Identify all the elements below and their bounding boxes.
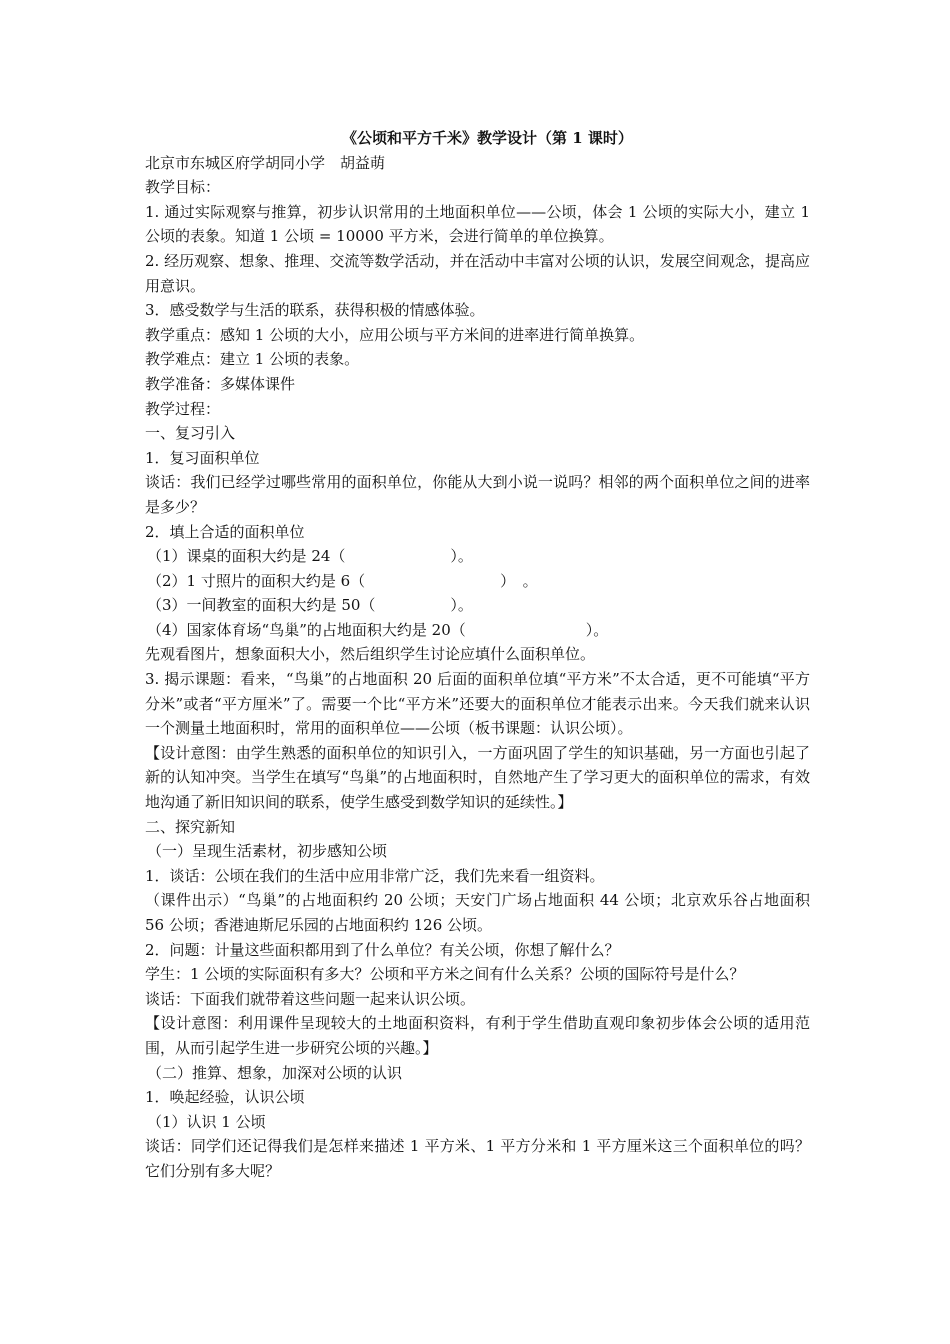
paragraph: 1．谈话：公顷在我们的生活中应用非常广泛，我们先来看一组资料。	[145, 866, 605, 885]
paragraph: 学生：1 公顷的实际面积有多大？公顷和平方米之间有什么关系？公顷的国际符号是什么？	[145, 965, 745, 984]
section-heading: 教学过程：	[145, 399, 221, 418]
paragraph: （课件出示）“鸟巢”的占地面积约 20 公顷；天安门广场占地面积 44 公顷；北京欢乐谷占地面积 56 公顷；香港迪斯尼乐园的占地面积约 126 公顷。	[145, 891, 815, 934]
exercise-item: （2）1 寸照片的面积大约是 6（ ） 。	[147, 571, 538, 590]
design-intent-note: 【设计意图：由学生熟悉的面积单位的知识引入，一方面巩固了学生的知识基础，另一方面也引起了新的认知冲突。当学生在填写“鸟巢”的占地面积时，自然地产生了学习更大的面积单位的需求，有效地沟通了新旧知识间的联系，使学生感受到数学知识的延续性。】	[145, 743, 810, 812]
paragraph: 先观看图片，想象面积大小，然后组织学生讨论应填什么面积单位。	[145, 645, 596, 664]
paragraph: （1）认识 1 公顷	[147, 1112, 266, 1131]
paragraph: 1．唤起经验，认识公顷	[145, 1088, 305, 1107]
paragraph: 教学重点：感知 1 公顷的大小，应用公顷与平方米间的进率进行简单换算。	[145, 325, 645, 344]
paragraph: 2．问题：计量这些面积都用到了什么单位？有关公顷，你想了解什么？	[145, 940, 620, 959]
paragraph: 3. 揭示课题：看来，“鸟巢”的占地面积 20 后面的面积单位填“平方米”不太合适，更不可能填“平方分米”或者“平方厘米”了。需要一个比“平方米”还要大的面积单位才能表示出来。今天我们就来认识一个测量土地面积时，常用的面积单位——公顷（板书课题：认识公顷）。	[145, 670, 810, 738]
section-heading: 教学目标：	[145, 178, 221, 197]
paragraph: 谈话：同学们还记得我们是怎样来描述 1 平方米、1 平方分米和 1 平方厘米这三个面积单位的吗？它们分别有多大呢？	[145, 1137, 810, 1180]
paragraph: 谈话：下面我们就带着这些问题一起来认识公顷。	[145, 989, 476, 1008]
exercise-item: （3）一间教室的面积大约是 50（ ）。	[147, 596, 473, 615]
document-title: 《公顷和平方千米》教学设计（第 1 课时）	[342, 129, 633, 147]
paragraph: 2．填上合适的面积单位	[145, 522, 305, 541]
section-heading: 二、探究新知	[145, 817, 236, 836]
document-page	[145, 126, 815, 1184]
exercise-item: （1）课桌的面积大约是 24（ ）。	[147, 547, 473, 566]
paragraph: 教学难点：建立 1 公顷的表象。	[145, 350, 360, 369]
paragraph: 1．复习面积单位	[145, 448, 260, 467]
section-heading: 一、复习引入	[145, 424, 236, 443]
paragraph: 2. 经历观察、想象、推理、交流等数学活动，并在活动中丰富对公顷的认识，发展空间观念，提高应用意识。	[145, 251, 810, 295]
paragraph: 1. 通过实际观察与推算，初步认识常用的土地面积单位——公顷，体会 1 公顷的实际大小，建立 1 公顷的表象。知道 1 公顷 = 10000 平方米，会进行简单的单位换算。	[145, 202, 815, 246]
design-intent-note: 【设计意图：利用课件呈现较大的土地面积资料，有利于学生借助直观印象初步体会公顷的适用范围，从而引起学生进一步研究公顷的兴趣。】	[145, 1014, 810, 1057]
document-body	[145, 151, 815, 1184]
paragraph: 3．感受数学与生活的联系，获得积极的情感体验。	[145, 301, 485, 320]
paragraph: 教学准备：多媒体课件	[145, 374, 296, 393]
subsection-heading: （一）呈现生活素材，初步感知公顷	[147, 842, 388, 861]
exercise-item: （4）国家体育场“鸟巢”的占地面积大约是 20（ ）。	[147, 620, 609, 639]
paragraph: 谈话：我们已经学过哪些常用的面积单位，你能从大到小说一说吗？相邻的两个面积单位之间的进率是多少？	[145, 473, 810, 516]
author-line: 北京市东城区府学胡同小学 胡益萌	[145, 153, 386, 172]
subsection-heading: （二）推算、想象，加深对公顷的认识	[147, 1063, 403, 1082]
